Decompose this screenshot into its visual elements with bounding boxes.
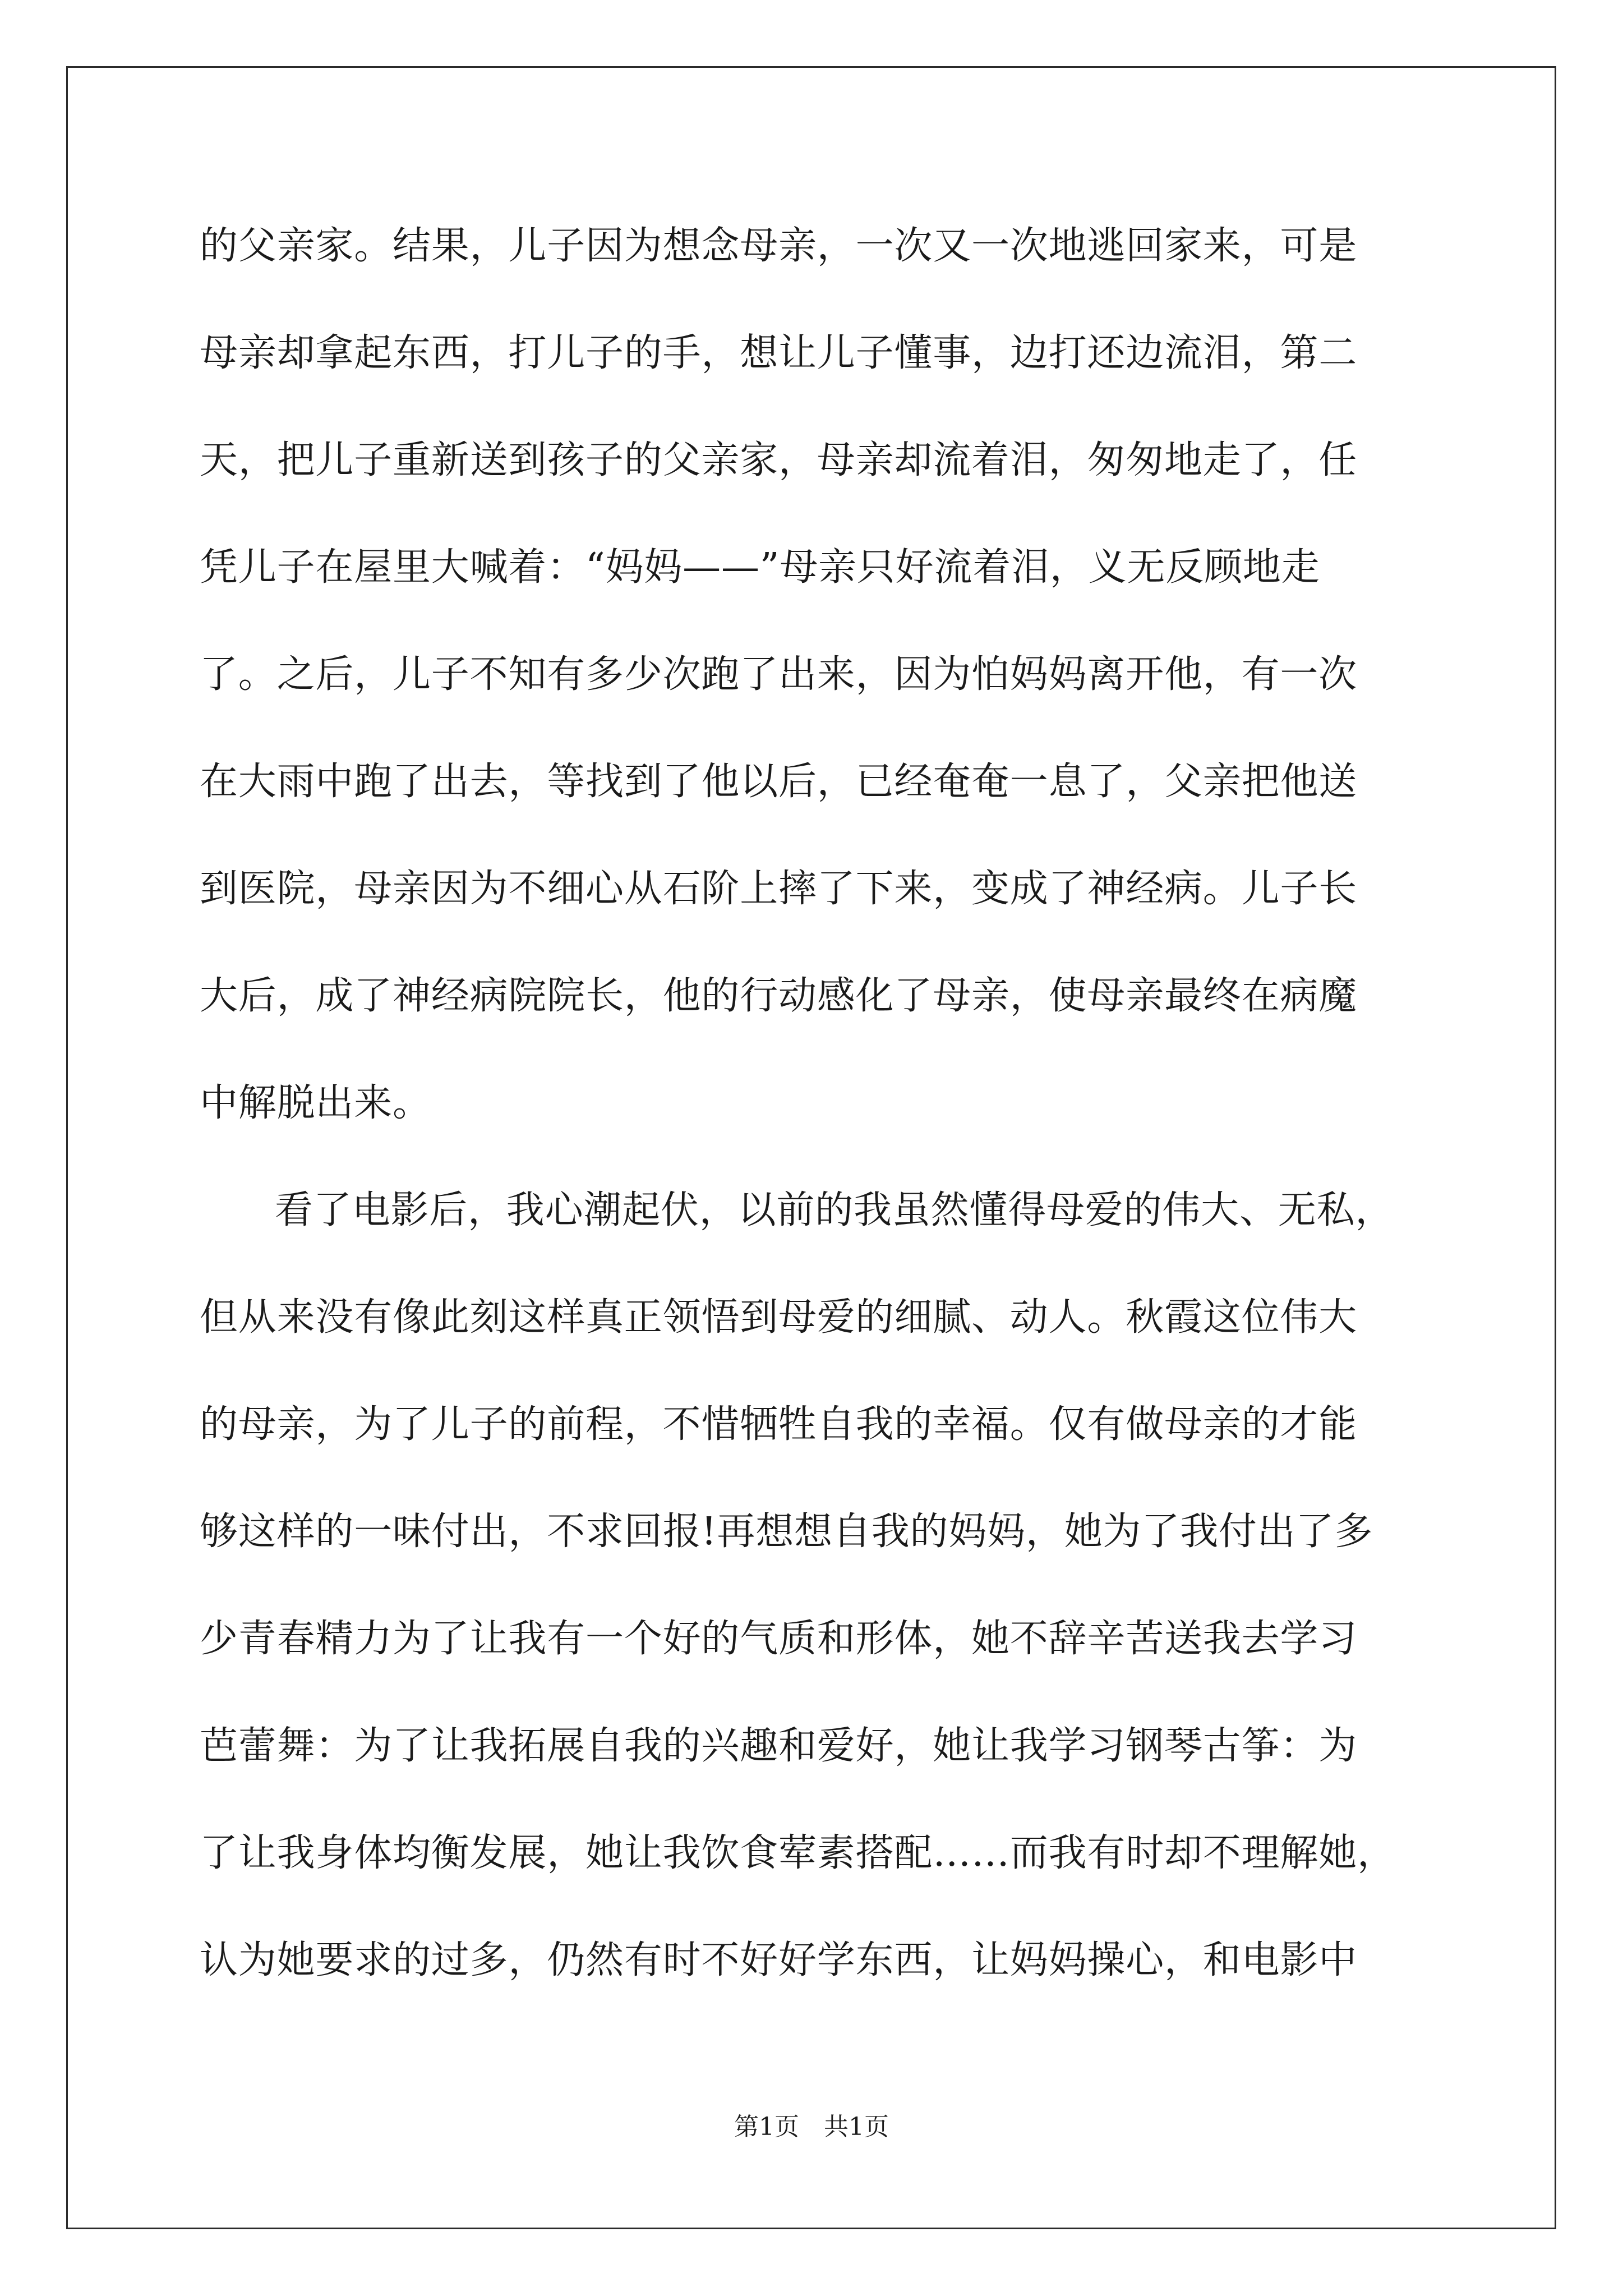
page-border bbox=[66, 66, 1556, 2229]
text-line: 大后，成了神经病院院长，他的行动感化了母亲，使母亲最终在病魔 bbox=[200, 974, 1358, 1018]
text-line: 天，把儿子重新送到孩子的父亲家，母亲却流着泪，匆匆地走了，任 bbox=[200, 438, 1358, 482]
text-line: 到医院，母亲因为不细心从石阶上摔了下来，变成了神经病。儿子长 bbox=[200, 867, 1358, 911]
text-line: 在大雨中跑了出去，等找到了他以后，已经奄奄一息了，父亲把他送 bbox=[200, 760, 1358, 804]
paragraph-first-line: 看了电影后，我心潮起伏，以前的我虽然懂得母爱的伟大、无私， bbox=[275, 1188, 1394, 1232]
text-line: 认为她要求的过多，仍然有时不好好学东西，让妈妈操心，和电影中 bbox=[200, 1938, 1358, 1982]
text-line: 母亲却拿起东西，打儿子的手，想让儿子懂事，边打还边流泪，第二 bbox=[200, 331, 1358, 375]
text-line: 但从来没有像此刻这样真正领悟到母爱的细腻、动人。秋霞这位伟大 bbox=[200, 1295, 1358, 1340]
text-line: 中解脱出来。 bbox=[200, 1081, 431, 1125]
text-line: 了让我身体均衡发展，她让我饮食荤素搭配……而我有时却不理解她， bbox=[200, 1831, 1396, 1875]
page-number-footer: 第1页 共1页 bbox=[734, 2113, 889, 2141]
text-line: 的父亲家。结果，儿子因为想念母亲，一次又一次地逃回家来，可是 bbox=[200, 224, 1358, 268]
text-line: 的母亲，为了儿子的前程，不惜牺牲自我的幸福。仅有做母亲的才能 bbox=[200, 1402, 1358, 1447]
text-line: 够这样的一味付出，不求回报!再想想自我的妈妈，她为了我付出了多 bbox=[200, 1510, 1373, 1554]
text-line: 了。之后，儿子不知有多少次跑了出来，因为怕妈妈离开他，有一次 bbox=[200, 652, 1358, 697]
text-line: 少青春精力为了让我有一个好的气质和形体，她不辞辛苦送我去学习 bbox=[200, 1617, 1358, 1661]
text-line: 芭蕾舞：为了让我拓展自我的兴趣和爱好，她让我学习钢琴古筝：为 bbox=[200, 1724, 1358, 1768]
text-line: 凭儿子在屋里大喊着：“妈妈——”母亲只好流着泪，义无反顾地走 bbox=[200, 545, 1320, 590]
